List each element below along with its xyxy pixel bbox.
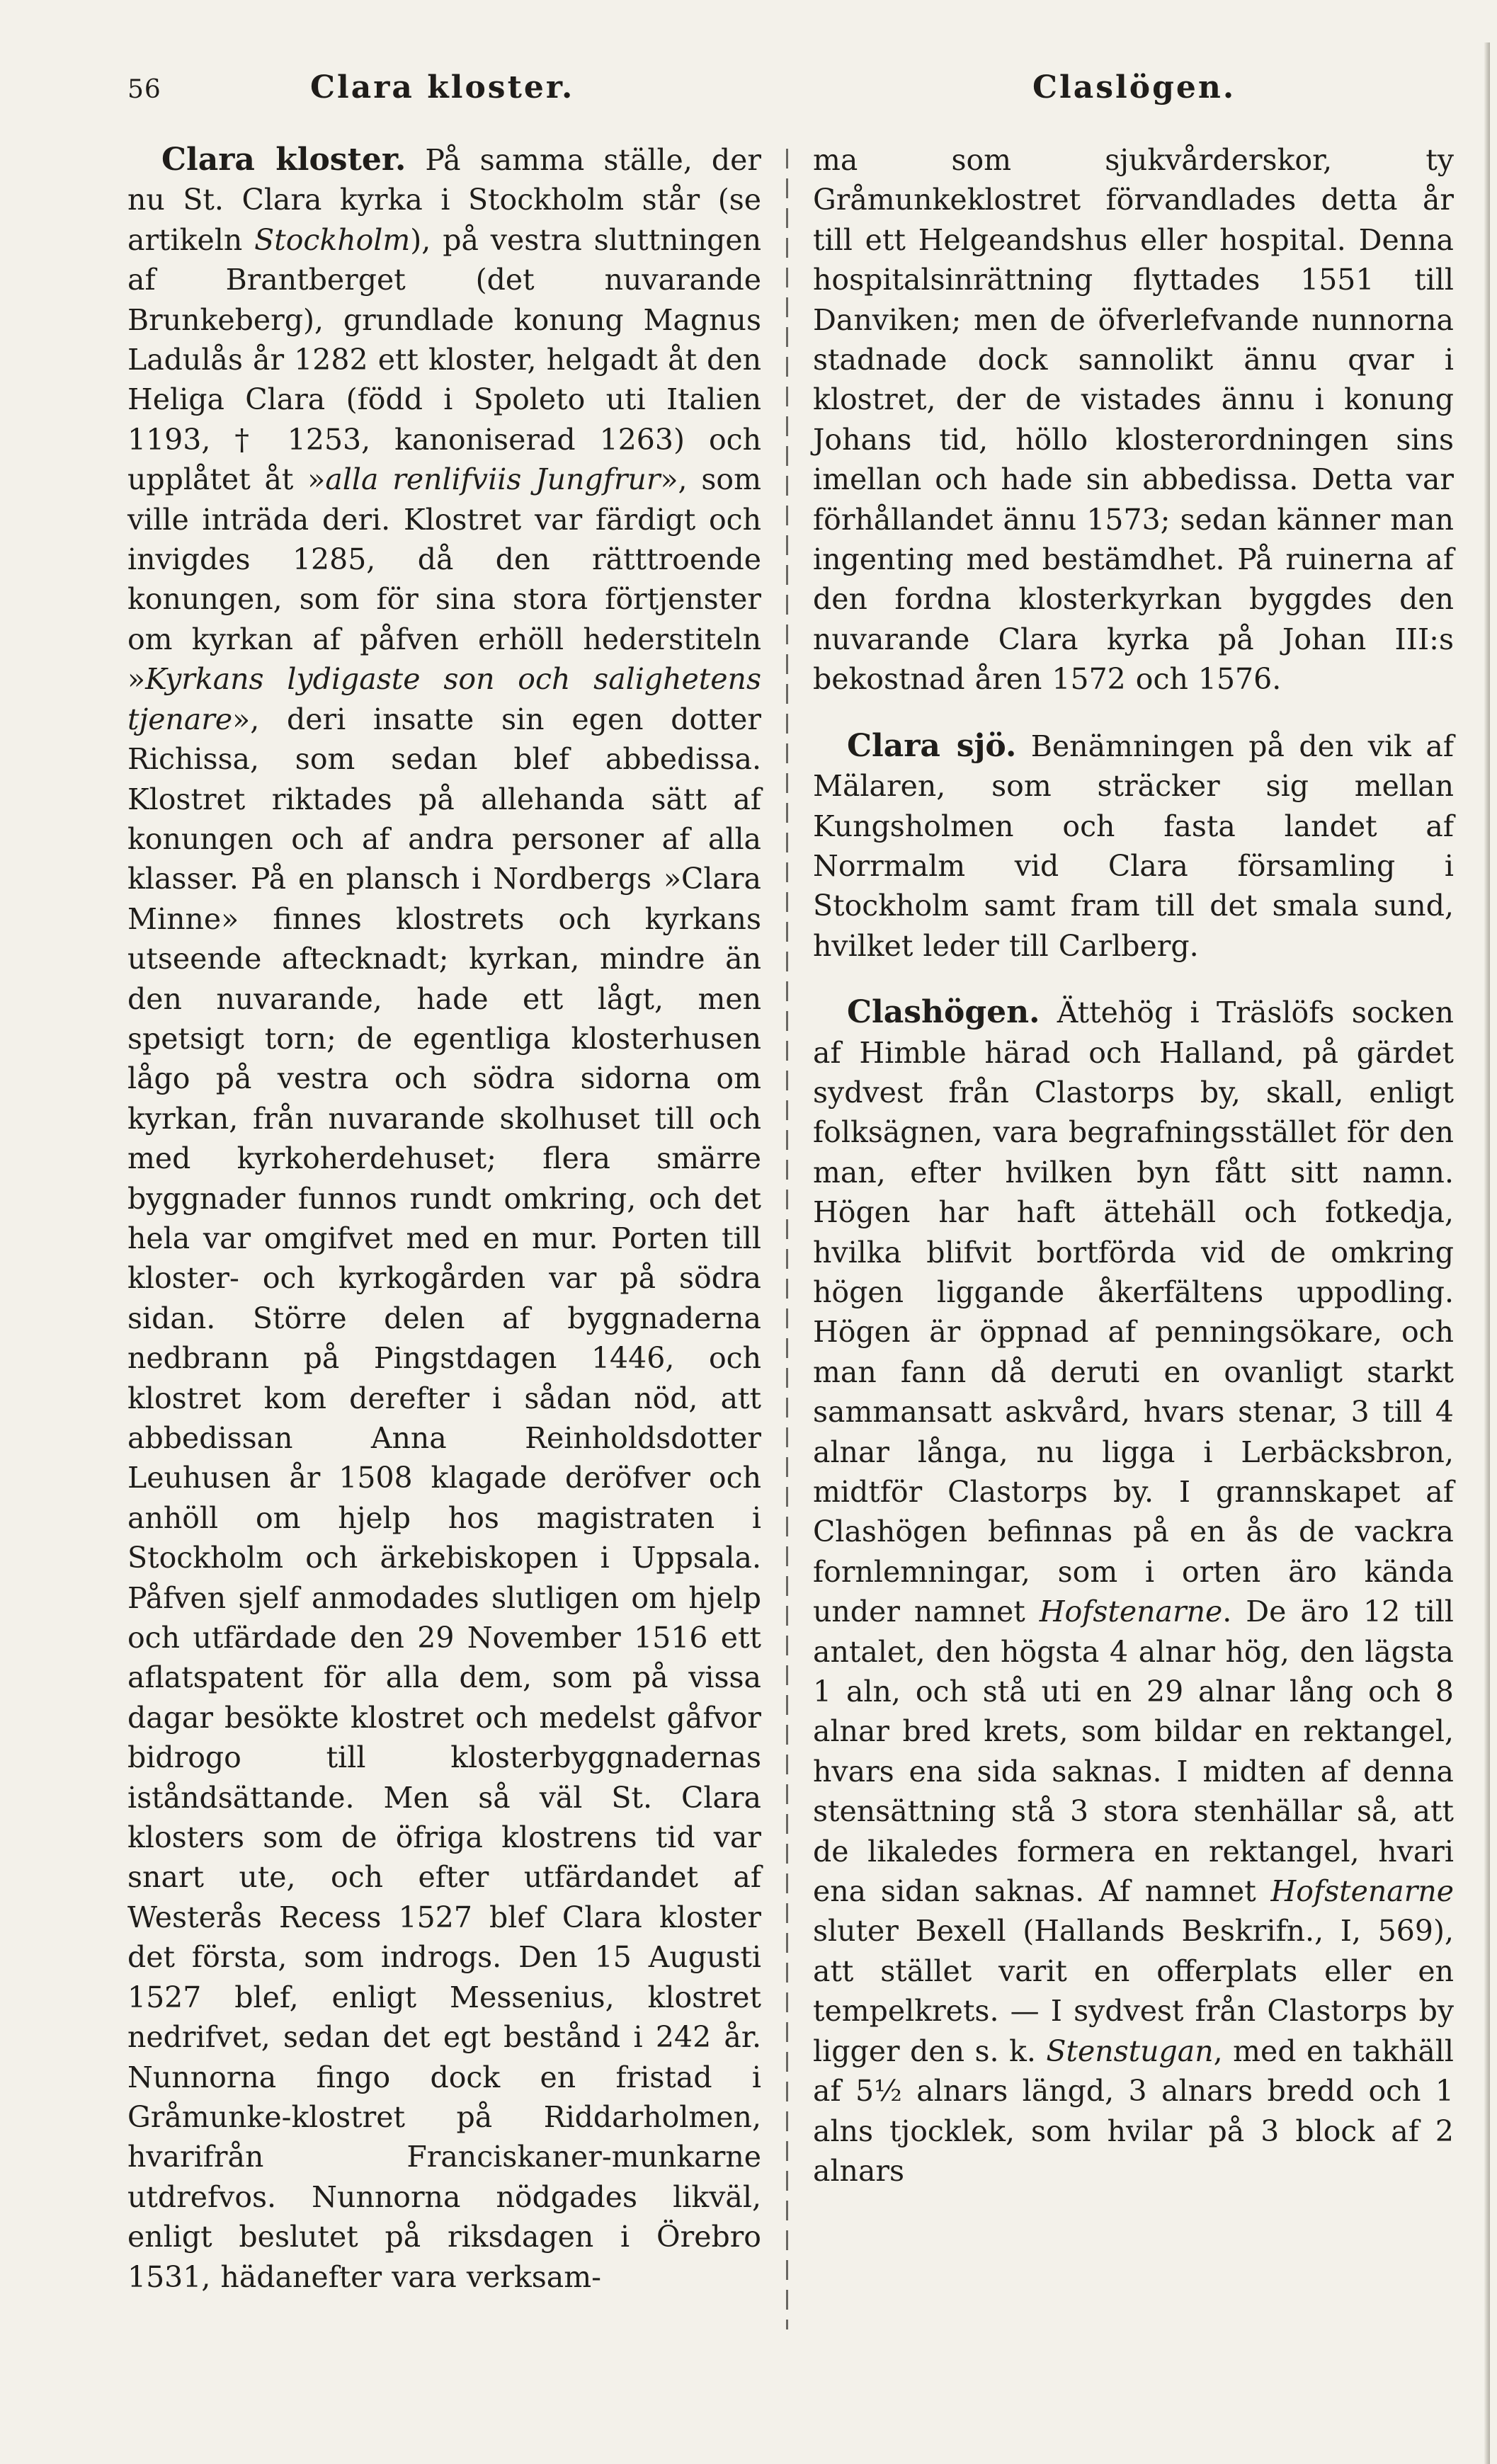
article-text: . De äro 12 till antalet, den högsta 4 alnar hög, den lägsta 1 aln, och stå uti en 29 alnar lång och 8 alnar bred krets, som bildar en rektangel, hvars ena sida saknas. I midten af denna stensättning stå 3 stora stenhällar så, att de likaledes formera en rektangel, hvari ena sidan saknas. Af namnet bbox=[813, 1595, 1455, 1909]
article-text: På samma ställe, der nu St. Clara kyrka i Stockholm står (se artikeln bbox=[127, 143, 761, 257]
page-edge-shadow bbox=[1484, 42, 1490, 2464]
article-clara-kloster bbox=[127, 140, 761, 2297]
page-header bbox=[0, 69, 1497, 119]
column-divider bbox=[786, 149, 788, 2329]
headword-clara-kloster: Clara kloster. bbox=[161, 142, 406, 178]
cross-reference: Stockholm bbox=[254, 222, 411, 257]
article-clashogen bbox=[813, 993, 1454, 2191]
article-text: », som ville inträda deri. Klostret var färdigt och invigdes 1285, då den rätttroende konungen, som för sina stora förtjenster om kyrkan af påfven erhöll hederstiteln » bbox=[127, 462, 761, 697]
cross-reference: Stenstugan bbox=[1046, 2034, 1214, 2068]
article-text: », deri insatte sin egen dotter Richissa, som sedan blef abbedissa. Klostret riktades på allehanda sätt af konungen och af andra personer af alla klasser. På en plansch i Nordbergs »Clara Minne» finnes klostrets och kyrkans utseende aftecknadt; kyrkan, mindre än den nuvarande, hade ett lågt, men spetsigt torn; de egentliga klosterhusen lågo på vestra och södra sidorna om kyrkan, från nuvarande skolhuset till och med kyrkoherdehuset; flera smärre byggnader funnos rundt omkring, och det hela var omgifvet med en mur. Porten till kloster- och kyrkogården var på södra sidan. Större delen af byggnaderna nedbrann på Pingstdagen 1446, och klostret kom derefter i sådan nöd, att abbedissan Anna Reinholdsdotter Leuhusen år 1508 klagade deröfver och anhöll om hjelp hos magistraten i Stockholm och ärkebiskopen i Uppsala. Påfven sjelf anmodades slutligen om hjelp och utfärdade den 29 November 1516 ett aflatspatent för alla dem, som på vissa dagar besökte klostret och medelst gåfvor bidrogo till klosterbyggnadernas iståndsättande. Men så väl St. Clara klosters som de öfriga klostrens tid var snart ute, och efter utfärdandet af Westerås Recess 1527 blef Clara kloster det första, som indrogs. Den 15 Augusti 1527 blef, enligt Messenius, klostret nedrifvet, sedan det egt bestånd i 242 år. Nunnorna fingo dock en fristad i Gråmunke-klostret på Riddarholmen, hvarifrån Franciskaner-munkarne utdrefvos. Nunnorna nödgades likväl, enligt beslutet på riksdagen i Örebro 1531, hädanefter vara verksam- bbox=[127, 702, 761, 2294]
headword-clara-sjo: Clara sjö. bbox=[847, 727, 1017, 764]
article-text: sluter Bexell (Hallands Beskrifn., I, 569), att stället varit en offerplats eller en tempelkrets. — I sydvest från Clastorps by ligger den s. k. bbox=[813, 1914, 1454, 2068]
cross-reference: Hofstenarne bbox=[1039, 1595, 1223, 1629]
cross-reference: Hofstenarne bbox=[1270, 1874, 1454, 1909]
left-column bbox=[127, 140, 761, 2335]
article-continuation: ma som sjukvårderskor, ty Gråmunkeklostret förvandlades detta år till ett Helgeandshus eller hospital. Denna hospitalsinrättning flyttades 1551 till Danviken; men de öfverlefvande nunnorna stadnade dock sannolikt ännu qvar i klostret, der de vistades ännu i konung Johans tid, höllo klosterordningen sins imellan och hade sin abbedissa. Detta var förhållandet ännu 1573; sedan känner man ingenting med bestämdhet. På ruinerna af den fordna klosterkyrkan byggdes den nuvarande Clara kyrka på Johan III:s bekostnad åren 1572 och 1576. bbox=[813, 143, 1454, 697]
article-text: Benämningen på den vik af Mälaren, som sträcker sig mellan Kungsholmen och fasta landet af Norrmalm vid Clara församling i Stockholm samt fram till det smala sund, hvilket leder till Carlberg. bbox=[813, 729, 1455, 963]
article-text: Ättehög i Träslöfs socken af Himble härad och Halland, på gärdet sydvest från Clastorps by, skall, enligt folksägnen, vara begrafningsstället för den man, efter hvilken byn fått sitt namn. Högen har haft ättehäll och fotkedja, hvilka blifvit bortförda vid de omkring högen liggande åkerfältens uppodling. Högen är öppnad af penningsökare, och man fann då deruti en ovanligt starkt sammansatt askvård, hvars stenar, 3 till 4 alnar långa, nu ligga i Lerbäcksbron, midtför Clastorps by. I grannskapet af Clashögen befinnas på en ås de vackra fornlemningar, som i orten äro kända under namnet bbox=[813, 996, 1454, 1629]
article-clara-sjo bbox=[813, 726, 1454, 966]
right-column bbox=[813, 140, 1454, 2335]
headword-clashogen: Clashögen. bbox=[847, 994, 1040, 1031]
quotation: alla renlifviis Jungfrur bbox=[325, 462, 661, 497]
article-text: , med en takhäll af 5½ alnars längd, 3 alnars bredd och 1 alns tjocklek, som hvilar på 3 block af 2 alnars bbox=[813, 2034, 1455, 2188]
page-number: 56 bbox=[127, 75, 161, 104]
running-head-left: Clara kloster. bbox=[310, 69, 575, 105]
quotation: Kyrkans lydigaste son och salighetens tjenare bbox=[127, 662, 761, 736]
article-text: ), på vestra sluttningen af Brantberget (det nuvarande Brunkeberg), grundlade konung Magnus Ladulås år 1282 ett kloster, helgadt åt den Heliga Clara (född i Spoleto uti Italien 1193, † 1253, kanoniserad 1263) och upplåtet åt » bbox=[127, 222, 762, 497]
running-head-right: Claslögen. bbox=[1032, 69, 1236, 105]
